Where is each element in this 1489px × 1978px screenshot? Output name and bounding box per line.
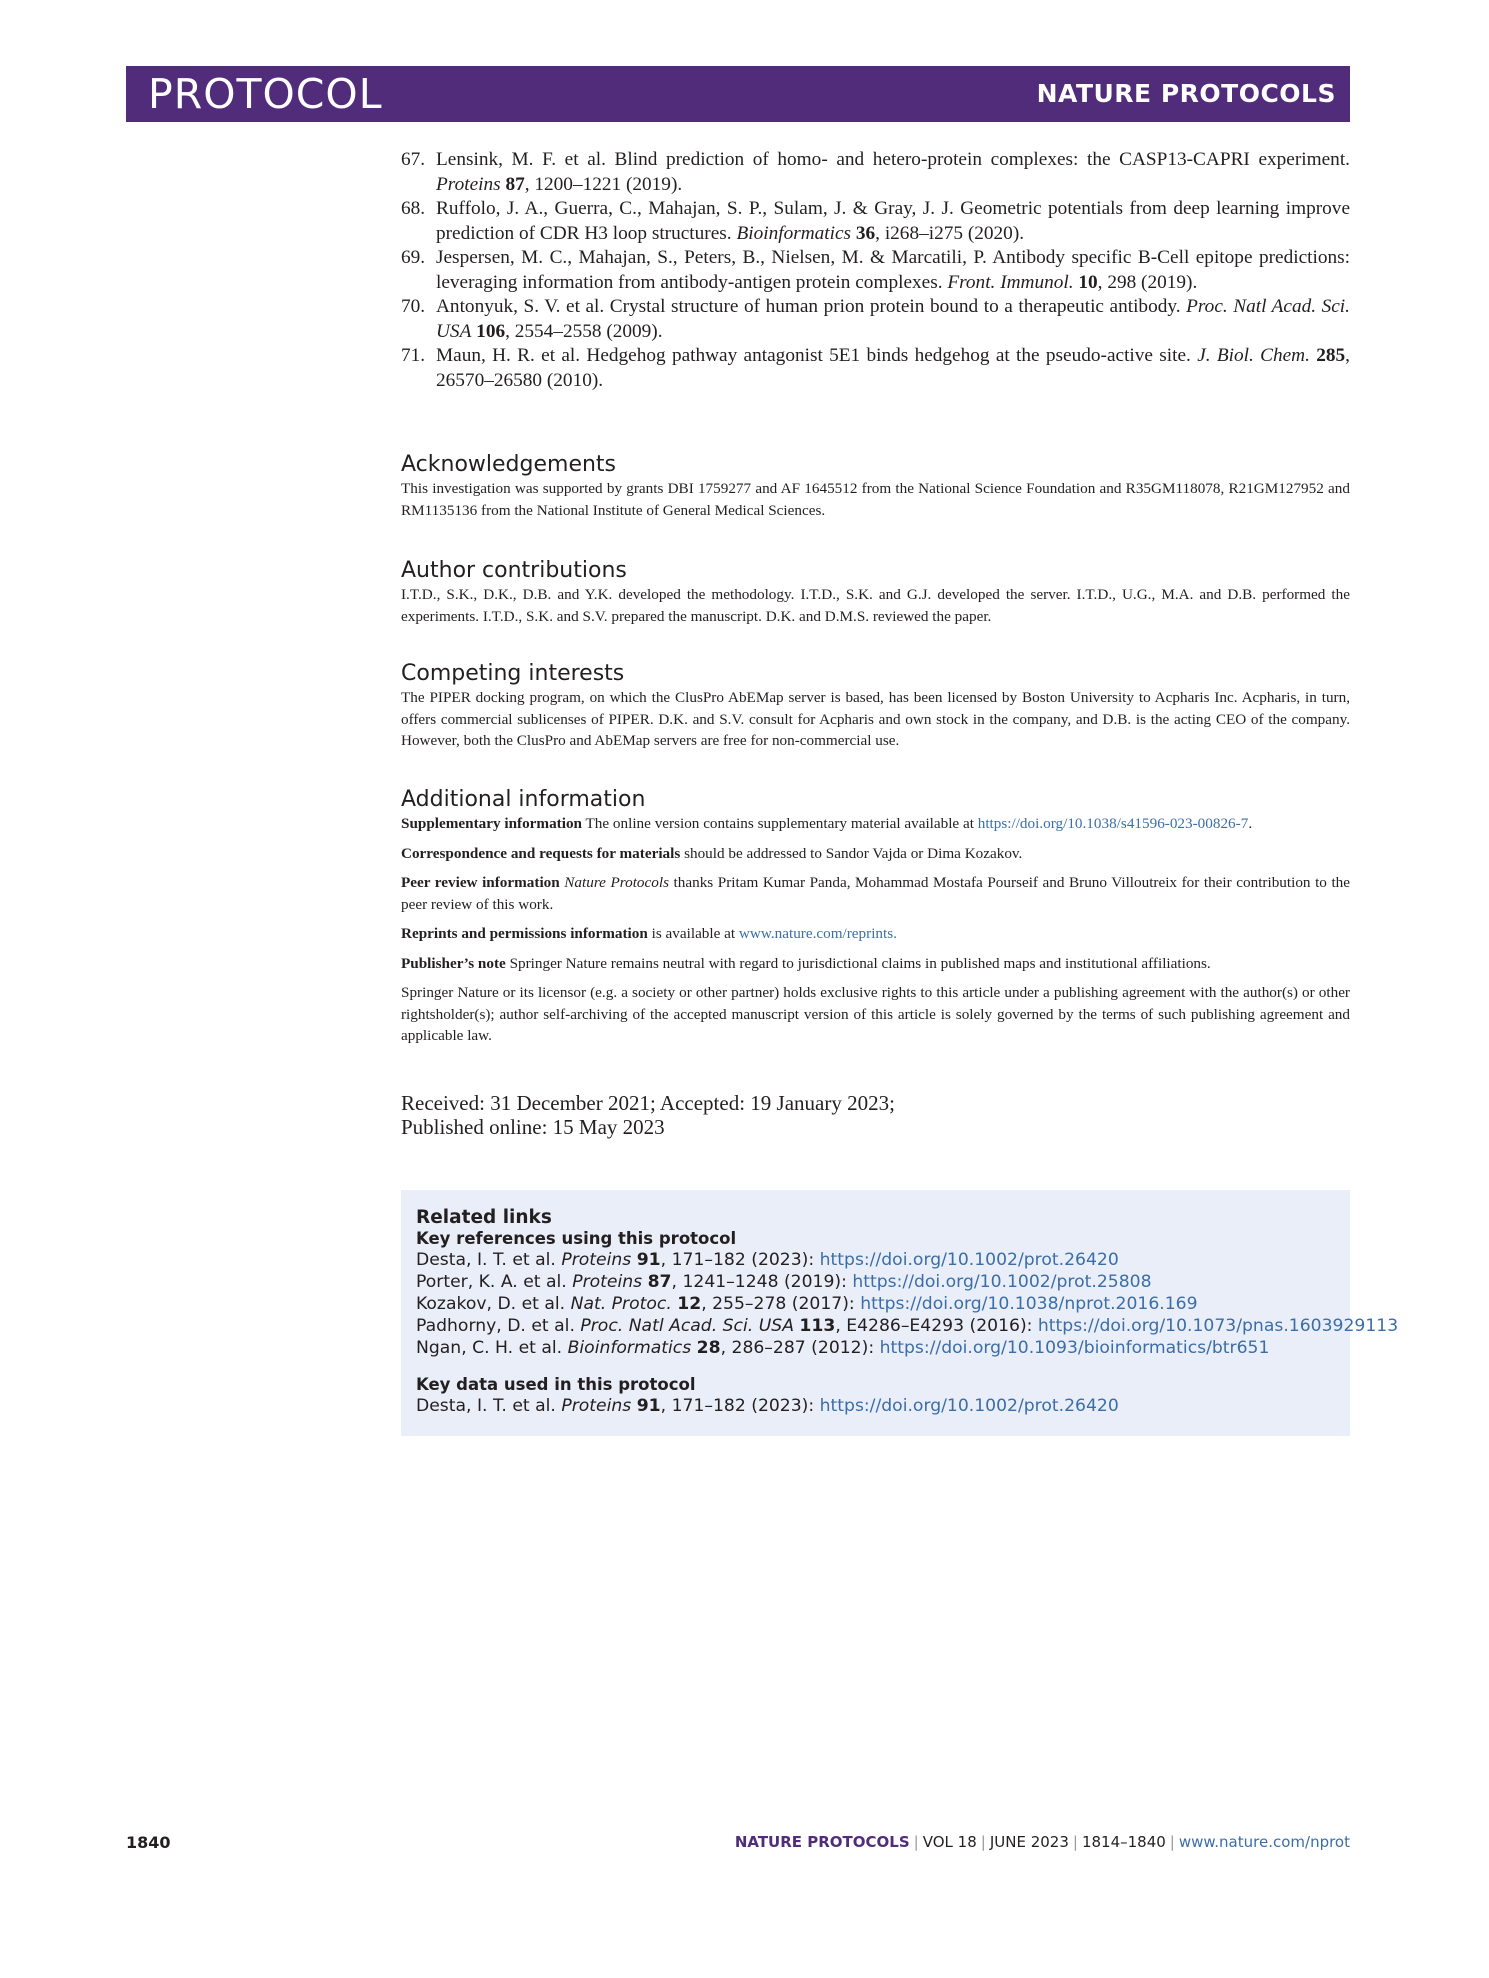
- publishers-note: [401, 953, 1350, 975]
- reference-volume: 87: [505, 173, 525, 195]
- doi-link[interactable]: https://doi.org/10.1002/prot.26420: [819, 1396, 1119, 1416]
- ref-journal: Nat. Protoc.: [570, 1294, 672, 1314]
- reference-volume: 285: [1316, 345, 1346, 366]
- ref-pages: , 286–287 (2012):: [720, 1338, 880, 1358]
- doi-link[interactable]: https://doi.org/10.1073/pnas.1603929113: [1037, 1316, 1399, 1336]
- reference-pages: , 26570–26580 (2010).: [436, 345, 1350, 391]
- footer-date: JUNE 2023: [989, 1833, 1069, 1851]
- info-text: .: [1248, 815, 1253, 832]
- reference-number: 71.: [401, 345, 426, 366]
- reference-text: Antonyuk, S. V. et al. Crystal structure of human prion protein bound to a therapeutic antibody.: [436, 296, 1187, 317]
- key-references-title: Key references using this protocol: [416, 1229, 737, 1248]
- ref-authors: Ngan, C. H. et al.: [416, 1338, 568, 1358]
- info-journal: Nature Protocols: [564, 874, 669, 891]
- key-reference-item: [416, 1337, 1335, 1359]
- reference-text: Ruffolo, J. A., Guerra, C., Mahajan, S. P., Sulam, J. & Gray, J. J. Geometric potentials from deep learning improve prediction of CDR H3 loop structures.: [436, 198, 1350, 244]
- ref-volume: 113: [799, 1316, 836, 1336]
- header-bar: [126, 66, 1350, 122]
- reference-pages: , 1200–1221 (2019).: [524, 173, 683, 195]
- info-text: Springer Nature remains neutral with regard to jurisdictional claims in published maps and institutional affiliations.: [505, 954, 1211, 972]
- footer-separator: |: [913, 1833, 919, 1851]
- footer-separator: |: [1169, 1833, 1175, 1851]
- reference-text: Lensink, M. F. et al. Blind prediction of homo- and hetero-protein complexes: the CASP13-CAPRI experiment.: [436, 149, 1350, 170]
- ref-pages: , 1241–1248 (2019):: [671, 1272, 853, 1292]
- reference-text: Maun, H. R. et al. Hedgehog pathway antagonist 5E1 binds hedgehog at the pseudo-active site.: [436, 345, 1198, 366]
- doi-link[interactable]: https://doi.org/10.1002/prot.25808: [852, 1272, 1152, 1292]
- info-label: Correspondence and requests for materials: [401, 844, 681, 862]
- ref-authors: Desta, I. T. et al.: [416, 1396, 562, 1416]
- info-text: is available at: [647, 925, 739, 942]
- ref-journal: Proc. Natl Acad. Sci. USA: [580, 1316, 794, 1336]
- reference-journal: Proc. Natl Acad. Sci. USA: [436, 296, 1350, 342]
- reference-pages: , i268–i275 (2020).: [875, 222, 1025, 244]
- publication-dates: [401, 1091, 1350, 1139]
- related-links-title: Related links: [416, 1207, 552, 1228]
- footer-pages: 1814–1840: [1081, 1833, 1166, 1851]
- additional-information-title: Additional information: [401, 787, 646, 812]
- correspondence-info: [401, 843, 1350, 865]
- reference-journal: Front. Immunol.: [947, 271, 1074, 293]
- additional-information-section: [401, 787, 1350, 1055]
- footer-citation: [735, 1833, 1350, 1851]
- reference-journal: Bioinformatics: [736, 222, 852, 244]
- footer-volume: VOL 18: [922, 1833, 977, 1851]
- reprints-info: [401, 923, 1350, 945]
- section-label: PROTOCOL: [148, 70, 383, 118]
- ref-pages: , 171–182 (2023):: [660, 1250, 820, 1270]
- doi-link[interactable]: https://doi.org/10.1093/bioinformatics/btr651: [879, 1338, 1270, 1358]
- journal-name: NATURE PROTOCOLS: [1036, 79, 1336, 108]
- doi-link[interactable]: https://doi.org/10.1002/prot.26420: [819, 1250, 1119, 1270]
- info-text: The online version contains supplementary material available at: [582, 815, 978, 832]
- key-reference-item: [416, 1293, 1335, 1315]
- reference-item: [401, 148, 1350, 197]
- acknowledgements-body: This investigation was supported by grants DBI 1759277 and AF 1645512 from the National Science Foundation and R35GM118078, R21GM127952 and RM1135136 from the National Institute of General Medical Sciences.: [401, 480, 1350, 519]
- ref-volume: 91: [636, 1250, 661, 1270]
- competing-interests-section: [401, 661, 1350, 752]
- key-data-item: [416, 1395, 1335, 1417]
- reference-text: Jespersen, M. C., Mahajan, S., Peters, B., Nielsen, M. & Marcatili, P. Antibody specific B-Cell epitope predictions: leveraging information from antibody-antigen protein complexes.: [436, 247, 1350, 293]
- info-label: Supplementary information: [401, 815, 582, 832]
- info-text: should be addressed to Sandor Vajda or Dima Kozakov.: [680, 844, 1023, 862]
- ref-journal: Proteins: [572, 1272, 643, 1292]
- acknowledgements-section: [401, 452, 1350, 521]
- reference-item: [401, 246, 1350, 295]
- reference-item: [401, 295, 1350, 344]
- reference-volume: 10: [1078, 271, 1098, 293]
- peer-review-info: [401, 872, 1350, 915]
- acknowledgements-title: Acknowledgements: [401, 452, 617, 477]
- reference-item: [401, 344, 1350, 393]
- info-text: thanks Pritam Kumar Panda, Mohammad Mostafa Pourseif and Bruno Villoutreix for their contribution to the peer review of this work.: [401, 874, 1351, 913]
- ref-journal: Proteins: [561, 1396, 632, 1416]
- reference-number: 67.: [401, 149, 426, 170]
- rights-statement: Springer Nature or its licensor (e.g. a society or other partner) holds exclusive rights to this article under a publishing agreement with the author(s) or other rightsholder(s); author self-archiving of the accepted manuscript version of this article is solely governed by the terms of such publishing agreement and applicable law.: [401, 984, 1350, 1044]
- footer-journal: NATURE PROTOCOLS: [734, 1833, 910, 1851]
- key-data-title: Key data used in this protocol: [416, 1375, 696, 1394]
- doi-link[interactable]: https://doi.org/10.1038/nprot.2016.169: [860, 1294, 1198, 1314]
- ref-volume: 28: [696, 1338, 721, 1358]
- supplementary-link[interactable]: https://doi.org/10.1038/s41596-023-00826-7: [977, 815, 1249, 832]
- info-label: Reprints and permissions information: [401, 925, 648, 942]
- reference-pages: , 298 (2019).: [1097, 271, 1198, 293]
- reference-pages: , 2554–2558 (2009).: [505, 320, 663, 342]
- related-links-box: [401, 1190, 1399, 1436]
- reference-number: 70.: [401, 296, 426, 317]
- ref-volume: 12: [677, 1294, 702, 1314]
- ref-authors: Desta, I. T. et al.: [416, 1250, 562, 1270]
- reference-journal: J. Biol. Chem.: [1197, 345, 1310, 366]
- ref-pages: , 255–278 (2017):: [701, 1294, 861, 1314]
- ref-authors: Kozakov, D. et al.: [416, 1294, 571, 1314]
- reference-number: 68.: [401, 198, 426, 219]
- author-contributions-title: Author contributions: [401, 558, 627, 583]
- reference-item: [401, 197, 1350, 246]
- key-reference-item: [416, 1249, 1335, 1271]
- competing-interests-body: The PIPER docking program, on which the ClusPro AbEMap server is based, has been licensed by Boston University to Acpharis Inc. Acpharis, in turn, offers commercial sublicenses of PIPER. D.K. and S.V. consult for Acpharis and own stock in the company, and D.B. is the acting CEO of the company. However, both the ClusPro and AbEMap servers are free for non-commercial use.: [401, 689, 1350, 749]
- received-accepted-date: Received: 31 December 2021; Accepted: 19 January 2023;: [401, 1091, 895, 1115]
- info-label: Publisher’s note: [401, 954, 506, 972]
- published-date: Published online: 15 May 2023: [401, 1115, 665, 1139]
- ref-authors: Padhorny, D. et al.: [416, 1316, 581, 1336]
- reference-journal: Proteins: [436, 173, 501, 195]
- footer-separator: |: [1072, 1833, 1078, 1851]
- key-reference-item: [416, 1271, 1335, 1293]
- competing-interests-title: Competing interests: [401, 661, 625, 686]
- ref-pages: , 171–182 (2023):: [660, 1396, 820, 1416]
- ref-journal: Bioinformatics: [567, 1338, 692, 1358]
- ref-volume: 87: [647, 1272, 672, 1292]
- ref-journal: Proteins: [561, 1250, 632, 1270]
- footer-separator: |: [980, 1833, 986, 1851]
- footer-url[interactable]: www.nature.com/nprot: [1178, 1833, 1350, 1851]
- author-contributions-body: I.T.D., S.K., D.K., D.B. and Y.K. developed the methodology. I.T.D., S.K. and G.J. developed the server. I.T.D., U.G., M.A. and D.B. performed the experiments. I.T.D., S.K. and S.V. prepared the manuscript. D.K. and D.M.S. reviewed the paper.: [401, 586, 1350, 625]
- supplementary-info: [401, 813, 1350, 835]
- info-label: Peer review information: [401, 874, 560, 891]
- author-contributions-section: [401, 558, 1350, 627]
- ref-pages: , E4286–E4293 (2016):: [835, 1316, 1038, 1336]
- ref-volume: 91: [636, 1396, 661, 1416]
- reference-list: [401, 148, 1350, 393]
- reprints-link[interactable]: www.nature.com/reprints.: [738, 925, 897, 942]
- reference-volume: 106: [476, 320, 506, 342]
- ref-authors: Porter, K. A. et al.: [416, 1272, 573, 1292]
- page-number: 1840: [126, 1833, 171, 1852]
- key-reference-item: [416, 1315, 1399, 1337]
- reference-volume: 36: [855, 222, 876, 244]
- reference-number: 69.: [401, 247, 426, 268]
